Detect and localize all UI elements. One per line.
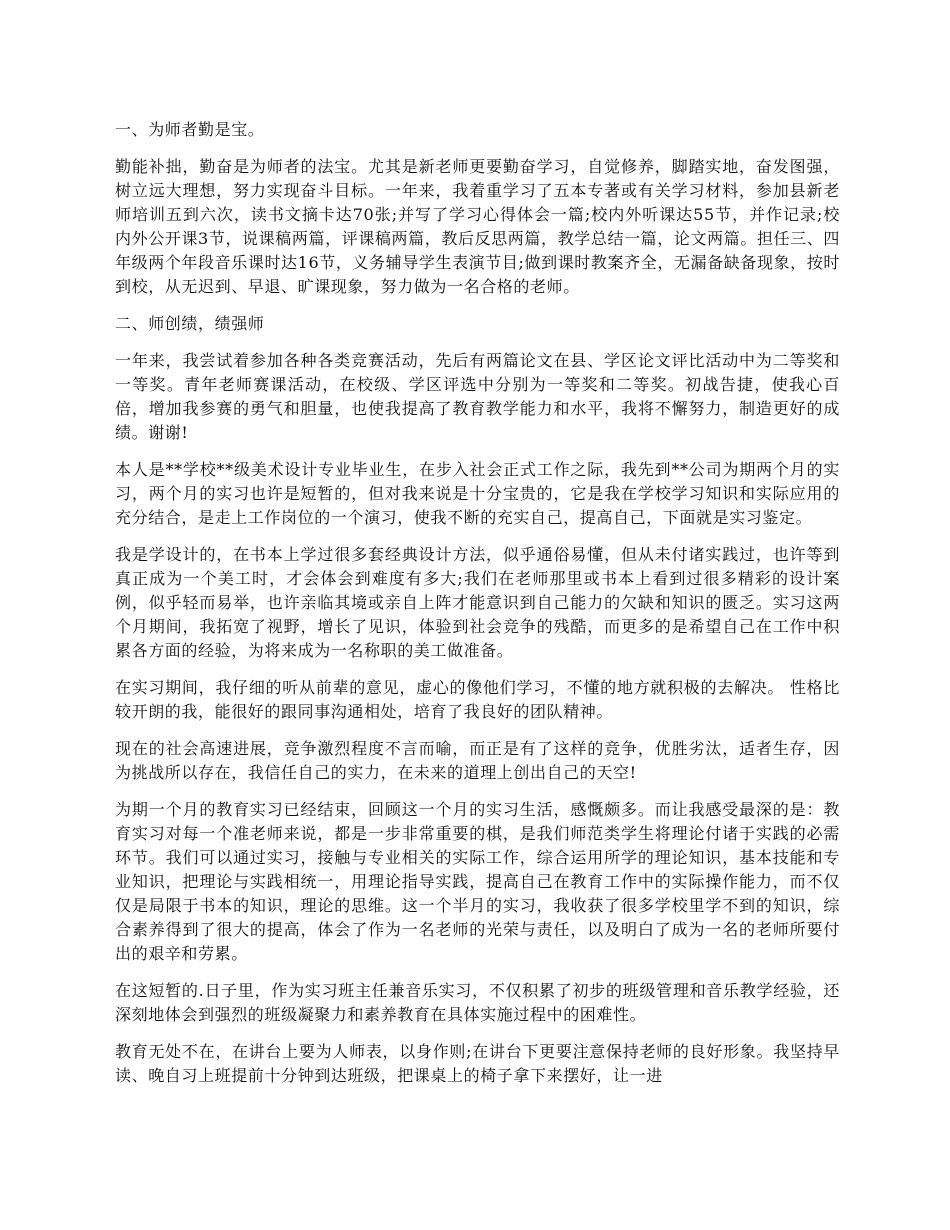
paragraph-internship-period: 在实习期间，我仔细的听从前辈的意见，虚心的像他们学习，不懂的地方就积极的去解决。 性格比较开朗的我，能很好的跟同事沟通相处，培育了我良好的团队精神。 [115,678,840,721]
paragraph-design-study: 我是学设计的，在书本上学过很多套经典设计方法，似乎通俗易懂，但从未付诸实践过，也许等到真正成为一个美工时，才会体会到难度有多大;我们在老师那里或书本上看到过很多精彩的设计案例，似乎轻而易举，也许亲临其境或亲自上阵才能意识到自己能力的欠缺和知识的匮乏。实习这两个月期间，我拓宽了视野，增长了见识，体验到社会竞争的残酷，而更多的是希望自己在工作中积累各方面的经验，为将来成为一名称职的美工做准备。 [115,545,840,660]
paragraph-internship-intro: 本人是**学校**级美术设计专业毕业生，在步入社会正式工作之际，我先到**公司为期两个月的实习，两个月的实习也许是短暂的，但对我来说是十分宝贵的，它是我在学校学习知识和实际应用的充分结合，是走上工作岗位的一个演习，使我不断的充实自己，提高自己，下面就是实习鉴定。 [115,460,840,527]
section-heading-2: 二、师创绩，绩强师 [115,314,265,333]
section-heading-1: 一、为师者勤是宝。 [115,120,265,139]
paragraph-class-teacher: 在这短暂的.日子里，作为实习班主任兼音乐实习，不仅积累了初步的班级管理和音乐教学经验，还深刻地体会到强烈的班级凝聚力和素养教育在具体实施过程中的困难性。 [115,981,840,1024]
paragraph-diligence: 勤能补拙，勤奋是为师者的法宝。尤其是新老师更要勤奋学习，自觉修养，脚踏实地，奋发图强，树立远大理想，努力实现奋斗目标。一年来，我着重学习了五本专著或有关学习材料，参加县新老师培训五到六次，读书文摘卡达70张;并写了学习心得体会一篇;校内外听课达55节，并作记录;校内外公开课3节，说课稿两篇，评课稿两篇，教后反思两篇，教学总结一篇，论文两篇。担任三、四年级两个年段音乐课时达16节，义务辅导学生表演节目;做到课时教案齐全，无漏备缺备现象，按时到校，从无迟到、早退、旷课现象，努力做为一名合格的老师。 [115,157,840,296]
paragraph-society: 现在的社会高速进展，竞争激烈程度不言而喻，而正是有了这样的竞争，优胜劣汰，适者生存，因为挑战所以存在，我信任自己的实力，在未来的道理上创出自己的天空! [115,739,840,782]
paragraph-education-everywhere: 教育无处不在，在讲台上要为人师表，以身作则;在讲台下更要注意保持老师的良好形象。我坚持早读、晚自习上班提前十分钟到达班级，把课桌上的椅子拿下来摆好，让一进 [115,1042,840,1085]
paragraph-competitions: 一年来，我尝试着参加各种各类竞赛活动，先后有两篇论文在县、学区论文评比活动中为二等奖和一等奖。青年老师赛课活动，在校级、学区评选中分别为一等奖和二等奖。初战告捷，使我心百倍，增加我参赛的勇气和胆量，也使我提高了教育教学能力和水平，我将不懈努力，制造更好的成绩。谢谢! [115,351,840,442]
document-page [115,118,840,1101]
paragraph-teaching-practice: 为期一个月的教育实习已经结束，回顾这一个月的实习生活，感慨颇多。而让我感受最深的是：教育实习对每一个准老师来说，都是一步非常重要的棋，是我们师范类学生将理论付诸于实践的必需环节。我们可以通过实习，接触与专业相关的实际工作，综合运用所学的理论知识，基本技能和专业知识，把理论与实践相统一，用理论指导实践，提高自己在教育工作中的实际操作能力，而不仅仅是局限于书本的知识，理论的思维。这一个半月的实习，我收获了很多学校里学不到的知识，综合素养得到了很大的提高，体会了作为一名老师的光荣与责任，以及明白了成为一名的老师所要付出的艰辛和劳累。 [115,800,840,963]
